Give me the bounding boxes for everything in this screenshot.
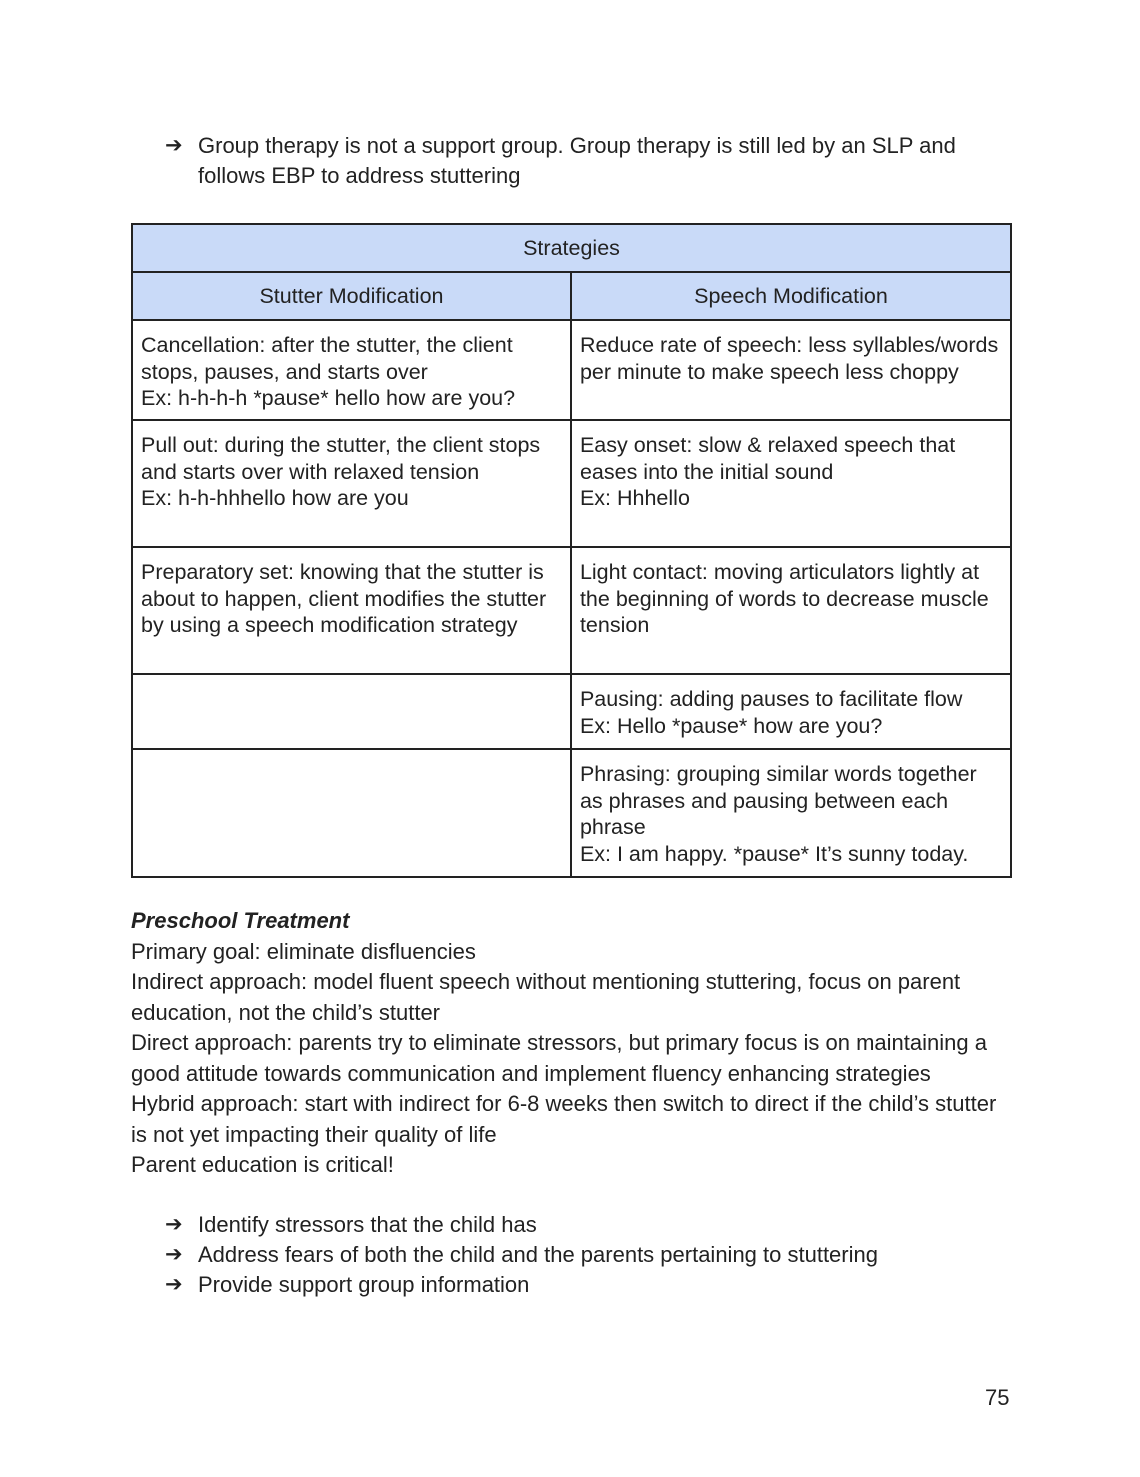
cell-example: Ex: Hello *pause* how are you? — [579, 713, 883, 738]
cell-text: Light contact: moving articulators lightly at the beginning of words to decrease muscle tension — [579, 560, 989, 637]
cell-text: Pausing: adding pauses to facilitate flow — [579, 687, 963, 711]
table-title: Strategies — [132, 224, 1011, 272]
table-cell-stutter — [132, 420, 571, 547]
cell-text: Phrasing: grouping similar words together as phrases and pausing between each phrase — [579, 762, 977, 839]
group-therapy-bullet — [165, 131, 1015, 191]
cell-text: Pull out: during the stutter, the client stops and starts over with relaxed tension — [141, 433, 541, 484]
paragraph-direct-approach: Direct approach: parents try to eliminate stressors, but primary focus is on maintaining a good attitude towards communication and implement fluency enhancing strategies — [131, 1030, 987, 1086]
column-header-stutter-modification: Stutter Modification — [132, 272, 571, 320]
cell-example: Ex: Hhhello — [579, 486, 690, 510]
cell-text: Cancellation: after the stutter, the client stops, pauses, and starts over — [141, 333, 513, 384]
paragraph-parent-education: Parent education is critical! — [131, 1152, 394, 1177]
table-row — [132, 547, 1011, 674]
cell-example: Ex: h-h-h-h *pause* hello how are you? — [141, 386, 516, 410]
table-row — [132, 749, 1011, 877]
list-item — [165, 1240, 1015, 1270]
cell-text: Reduce rate of speech: less syllables/words per minute to make speech less choppy — [579, 333, 999, 384]
table-cell-stutter-empty — [132, 674, 571, 749]
table-row — [132, 674, 1011, 749]
bullet-text: Address fears of both the child and the parents pertaining to stuttering — [198, 1242, 878, 1267]
table-cell-stutter-empty — [132, 749, 571, 877]
strategies-table — [131, 223, 1012, 878]
table-cell-stutter — [132, 547, 571, 674]
arrow-bullet-icon: ➔ — [165, 134, 183, 157]
page-number: 75 — [985, 1385, 1010, 1410]
table-cell-speech — [571, 749, 1011, 877]
table-cell-speech — [571, 420, 1011, 547]
list-item — [165, 1270, 1015, 1300]
table-row — [132, 320, 1011, 420]
bullet-text: Provide support group information — [198, 1272, 530, 1297]
paragraph-primary-goal: Primary goal: eliminate disfluencies — [131, 938, 476, 964]
paragraph-hybrid-approach: Hybrid approach: start with indirect for 6-8 weeks then switch to direct if the child’s stutter is not yet impacting their quality of life — [131, 1091, 997, 1147]
list-item — [165, 1210, 1015, 1240]
bullet-text: Identify stressors that the child has — [198, 1212, 537, 1237]
table-cell-speech — [571, 547, 1011, 674]
section-heading: Preschool Treatment — [131, 908, 350, 933]
cell-text: Easy onset: slow & relaxed speech that eases into the initial sound — [579, 433, 956, 484]
preschool-treatment-section — [131, 906, 1011, 1181]
cell-example: Ex: h-h-hhhello how are you — [141, 486, 409, 510]
arrow-bullet-icon: ➔ — [165, 1273, 183, 1296]
column-header-speech-modification: Speech Modification — [571, 272, 1011, 320]
cell-text: Preparatory set: knowing that the stutter is about to happen, client modifies the stutter by using a speech modification strategy — [141, 560, 547, 637]
table-cell-speech — [571, 320, 1011, 420]
table-title-row — [132, 224, 1011, 272]
bullet-text: Group therapy is not a support group. Group therapy is still led by an SLP and follows EBP to address stuttering — [198, 133, 956, 188]
table-header-row — [132, 272, 1011, 320]
cell-example: Ex: I am happy. *pause* It’s sunny today. — [579, 841, 969, 866]
arrow-bullet-icon: ➔ — [165, 1243, 183, 1266]
table-row — [132, 420, 1011, 547]
paragraph-indirect-approach: Indirect approach: model fluent speech without mentioning stuttering, focus on parent education, not the child’s stutter — [131, 969, 961, 1025]
table-cell-stutter — [132, 320, 571, 420]
table-cell-speech — [571, 674, 1011, 749]
arrow-bullet-icon: ➔ — [165, 1213, 183, 1236]
